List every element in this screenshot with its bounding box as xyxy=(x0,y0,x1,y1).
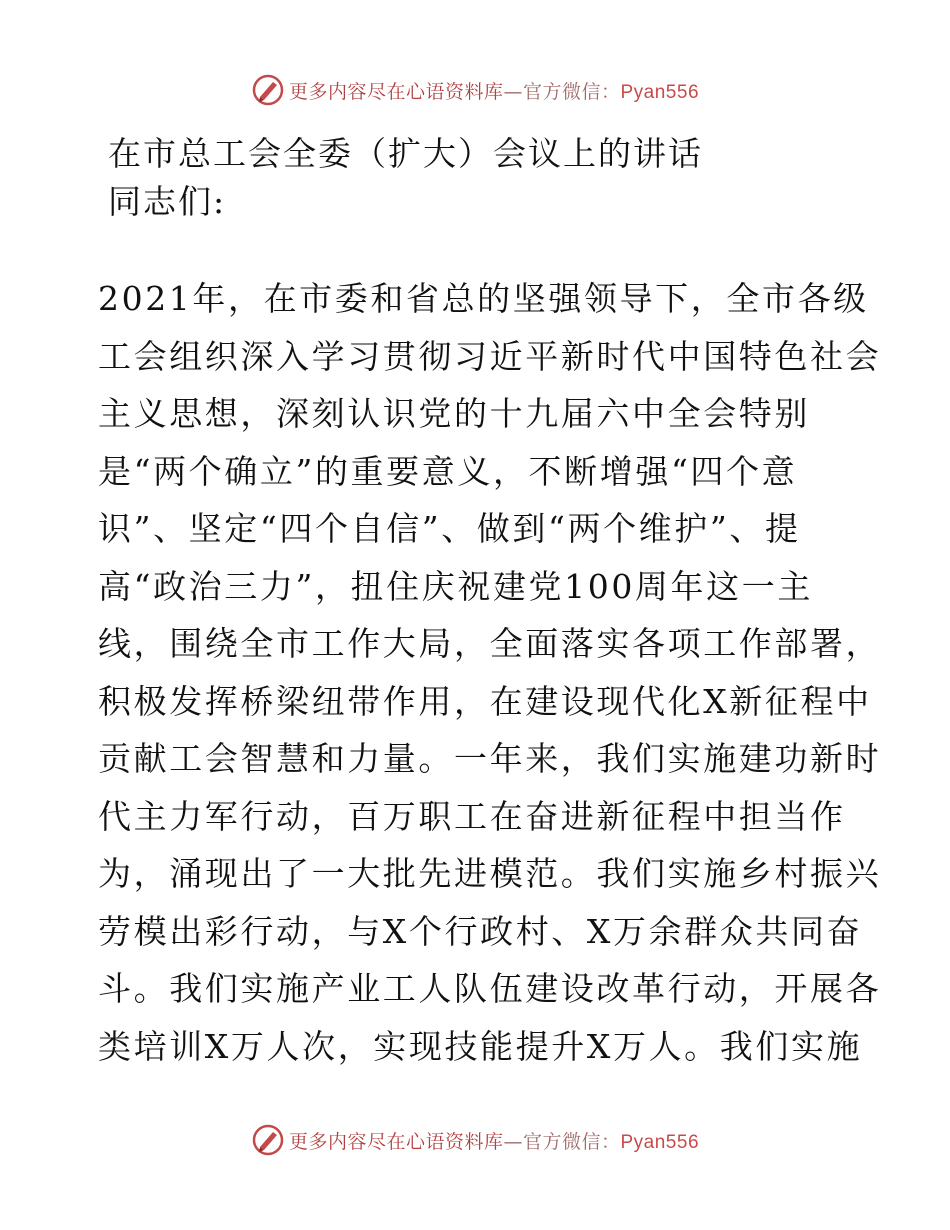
watermark-official-label: 官方微信： xyxy=(522,1130,621,1153)
body-line: 代主力军行动，百万职工在奋进新征程中担当作 xyxy=(98,796,846,836)
watermark-header xyxy=(0,68,950,112)
body-line: 识”、坚定“四个自信”、做到“两个维护”、提 xyxy=(98,509,801,548)
watermark-dash: — xyxy=(503,80,523,103)
greeting: 同志们: xyxy=(108,182,227,221)
body-line: 贡献工会智慧和力量。一年来，我们实施建功新时 xyxy=(98,739,882,778)
watermark-text xyxy=(289,1127,699,1154)
pen-circle-logo-icon xyxy=(251,73,285,107)
body-line: 是“两个确立”的重要意义，不断增强“四个意 xyxy=(98,451,798,491)
body-line: 斗。我们实施产业工人队伍建设改革行动，开展各 xyxy=(98,969,882,1008)
document-title: 在市总工会全委（扩大）会议上的讲话 xyxy=(108,134,703,173)
body-line: 类培训X万人次，实现技能提升X万人。我们实施 xyxy=(98,1026,863,1066)
watermark-library-text: 更多内容尽在心语资料库 xyxy=(288,80,504,103)
watermark-wechat-id: Pyan556 xyxy=(620,1131,700,1153)
body-line: 为，涌现出了一大批先进模范。我们实施乡村振兴 xyxy=(98,854,882,893)
body-line: 2021年，在市委和省总的坚强领导下，全市各级 xyxy=(98,279,869,318)
watermark-official-label: 官方微信： xyxy=(522,80,621,103)
document-body xyxy=(98,270,882,1075)
body-line: 工会组织深入学习贯彻习近平新时代中国特色社会 xyxy=(98,336,882,376)
watermark-dash: — xyxy=(503,1130,523,1153)
watermark-wechat-id: Pyan556 xyxy=(620,81,700,103)
body-line: 劳模出彩行动，与X个行政村、X万余群众共同奋 xyxy=(98,911,863,951)
pen-circle-logo-icon xyxy=(251,1123,285,1157)
body-line: 积极发挥桥梁纽带作用，在建设现代化X新征程中 xyxy=(98,681,872,721)
body-line: 主义思想，深刻认识党的十九届六中全会特别 xyxy=(98,394,810,433)
body-line: 线，围绕全市工作大局，全面落实各项工作部署， xyxy=(98,624,882,663)
watermark-library-text: 更多内容尽在心语资料库 xyxy=(288,1130,504,1153)
watermark-footer xyxy=(0,1118,950,1162)
body-line: 高“政治三力”，扭住庆祝建党100周年这一主 xyxy=(98,566,813,606)
watermark-text xyxy=(289,77,699,104)
